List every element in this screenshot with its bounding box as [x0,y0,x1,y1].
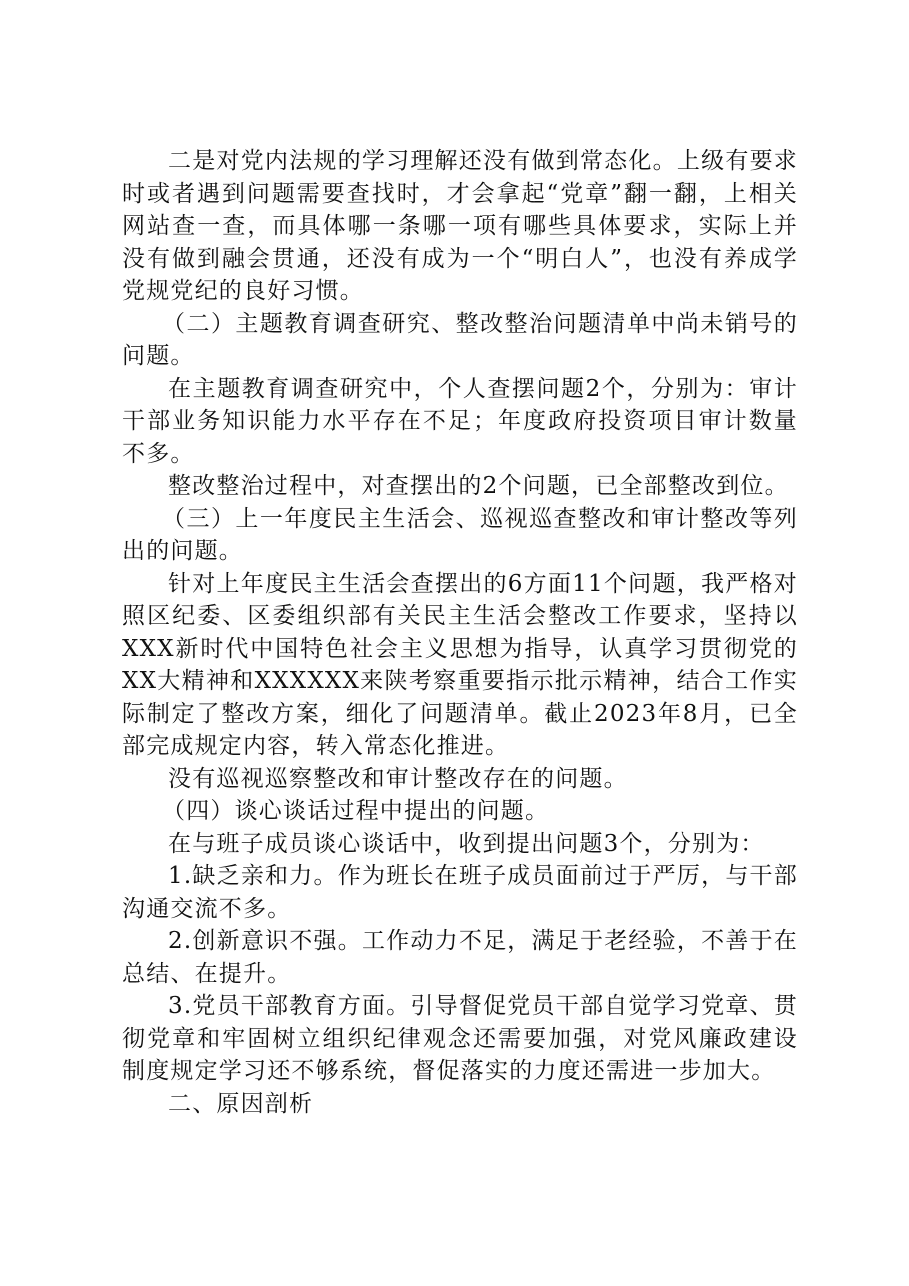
subheading-heart-to-heart: （四）谈心谈话过程中提出的问题。 [162,798,550,824]
paragraph-rectification-done: 整改整治过程中，对查摆出的2个问题，已全部整改到位。 [168,473,789,499]
section-heading-cause-analysis: 二、原因剖析 [168,1090,314,1117]
paragraph-no-inspection-issues: 没有巡视巡察整改和审计整改存在的问题。 [168,765,628,792]
document-body [122,145,798,1120]
list-item-3: 3.党员干部教育方面。引导督促党员干部自觉学习党章、贯彻党章和牢固树立组织纪律观念还需要加强，对党风廉政建设制度规定学习还不够系统，督促落实的力度还需进一步加大。 [122,993,798,1084]
paragraph-party-regulations: 二是对党内法规的学习理解还没有做到常态化。上级有要求时或者遇到问题需要查找时，才会拿起“党章”翻一翻，上相关网站查一查，而具体哪一条哪一项有哪些具体要求，实际上并没有做到融会贯通，还没有成为一个“明白人”，也没有养成学党规党纪的良好习惯。 [122,148,798,304]
list-item-1: 1.缺乏亲和力。作为班长在班子成员面前过于严厉，与干部沟通交流不多。 [122,863,798,922]
subheading-last-year-issues: （三）上一年度民主生活会、巡视巡查整改和审计整改等列出的问题。 [122,505,798,564]
list-item-2: 2.创新意识不强。工作动力不足，满足于老经验，不善于在总结、在提升。 [122,928,798,987]
subheading-theme-education: （二）主题教育调查研究、整改整治问题清单中尚未销号的问题。 [122,310,798,369]
paragraph-democratic-life-meeting: 针对上年度民主生活会查摆出的6方面11个问题，我严格对照区纪委、区委组织部有关民主生活会整改工作要求，坚持以XXX新时代中国特色社会主义思想为指导，认真学习贯彻党的XX大精神和XXXXXX来陕考察重要指示批示精神，结合工作实际制定了整改方案，细化了问题清单。截止2023年8月，已全部完成规定内容，转入常态化推进。 [122,570,798,759]
paragraph-research-issues: 在主题教育调查研究中，个人查摆问题2个，分别为：审计干部业务知识能力水平存在不足；年度政府投资项目审计数量不多。 [122,375,798,467]
paragraph-issues-received: 在与班子成员谈心谈话中，收到提出问题3个，分别为： [168,830,765,857]
